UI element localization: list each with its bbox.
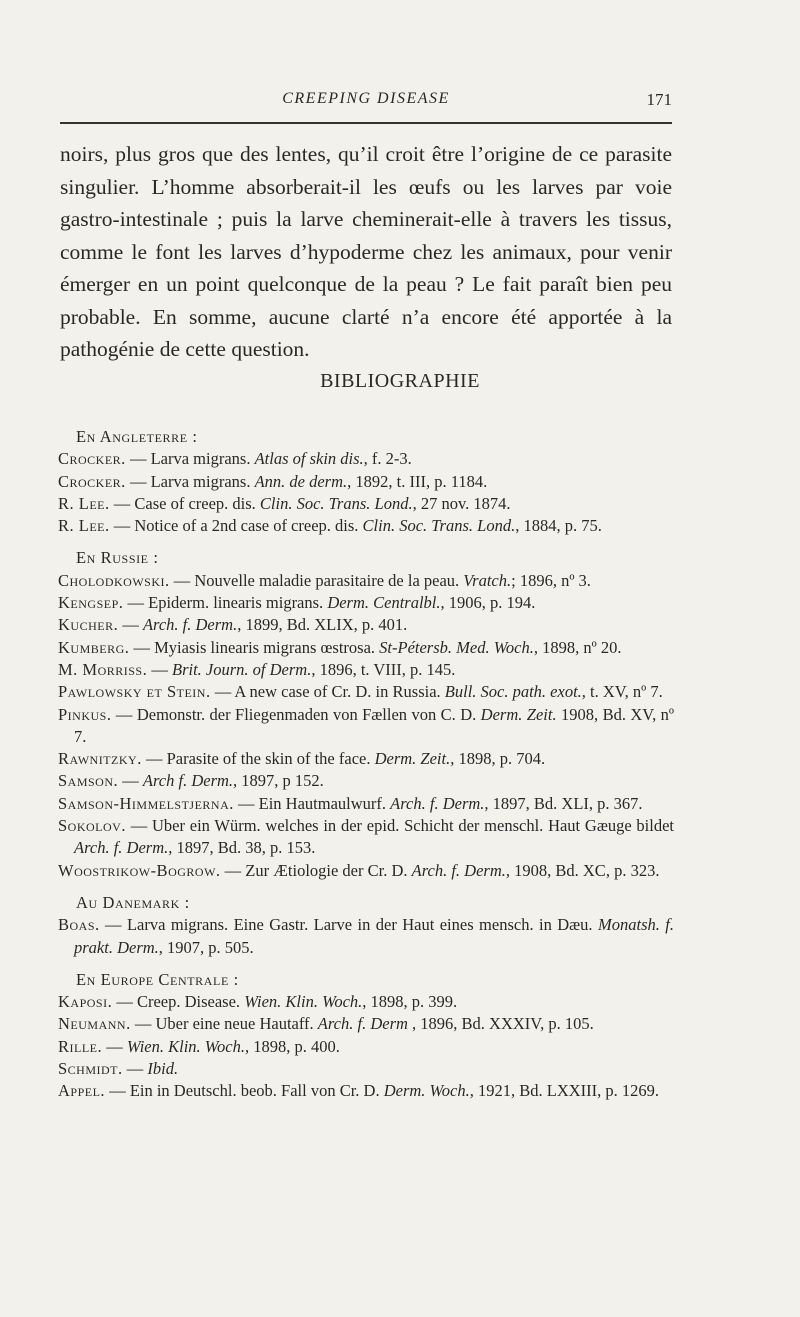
header-rule xyxy=(60,122,672,124)
entry-reference: Arch. f. Derm xyxy=(317,1014,408,1034)
entry-details: , 1898, p. 704. xyxy=(450,749,546,769)
entry-text: — Ein Hautmaulwurf. xyxy=(233,793,391,813)
bibliography-entry xyxy=(58,793,674,815)
bibliography-entry xyxy=(58,815,674,860)
entry-text: — A new case of Cr. D. in Russia. xyxy=(210,682,445,702)
entry-author: Schmidt. xyxy=(58,1059,123,1079)
entry-reference: Arch f. Derm. xyxy=(142,771,234,791)
entry-text: — Nouvelle maladie parasitaire de la peau. xyxy=(169,570,464,590)
entry-text: — Ein in Deutschl. beob. Fall von Cr. D. xyxy=(105,1081,384,1101)
entry-author: R. Lee. xyxy=(58,516,110,536)
bibliography-entry xyxy=(58,1080,674,1102)
body-paragraph: noirs, plus gros que des lentes, qu’il croit être l’origine de ce parasite singulier. L’homme absorberait-il les œufs ou les larves par voie gastro-intestinale ; puis la larve cheminerait-elle à travers les tissus, comme le font les larves d’hypoderme chez les animaux, pour venir émerger en un point quelconque de la peau ? Le fait paraît bien peu probable. En somme, aucune clarté n’a encore été apportée à la pathogénie de cette question. xyxy=(60,142,672,361)
entry-text: — xyxy=(118,771,143,791)
entry-author: Neumann. xyxy=(58,1014,131,1034)
entry-text: — xyxy=(122,1059,148,1079)
entry-reference: Arch. f. Derm. xyxy=(74,838,169,858)
entry-details: , 1898, p. 400. xyxy=(244,1036,340,1056)
entry-author: Boas. xyxy=(58,915,100,935)
entry-reference: Arch. f. Derm. xyxy=(411,860,506,880)
bibliography-entry xyxy=(58,681,674,703)
entry-text: — xyxy=(147,659,172,679)
bibliography-entry xyxy=(58,448,674,470)
entry-reference: Arch. f. Derm. xyxy=(390,793,485,813)
bibliography-entry xyxy=(58,659,674,681)
entry-details: , 1884, p. 75. xyxy=(515,516,602,536)
bibliography-group-heading: En Europe Centrale : xyxy=(76,969,239,989)
entry-author: R. Lee. xyxy=(58,493,110,513)
bibliography-entry xyxy=(58,1013,674,1035)
entry-details: , f. 2-3. xyxy=(363,449,412,469)
entry-reference: Brit. Journ. of Derm. xyxy=(172,659,312,679)
entry-author: Cholodkowski. xyxy=(58,570,170,590)
entry-author: Appel. xyxy=(58,1081,106,1101)
bibliography-entry xyxy=(58,748,674,770)
entry-details: , 27 nov. 1874. xyxy=(412,493,511,513)
bibliography-list xyxy=(58,426,674,1103)
bibliography-group-heading: En Russie : xyxy=(76,548,159,568)
entry-text: — Notice of a 2nd case of creep. dis. xyxy=(109,516,363,536)
entry-details: 1908, Bd. XV, nº 7. xyxy=(74,704,674,746)
entry-text: — Creep. Disease. xyxy=(112,992,245,1012)
entry-author: Kucher. xyxy=(58,615,119,635)
bibliography-entry xyxy=(58,1058,674,1080)
entry-text: — Uber eine neue Hautaff. xyxy=(130,1014,318,1034)
entry-reference: Ibid. xyxy=(147,1059,179,1079)
entry-details: , 1898, p. 399. xyxy=(362,992,458,1012)
entry-text: — xyxy=(118,615,143,635)
entry-reference: Derm. Zeit. xyxy=(374,749,451,769)
bibliography-entry xyxy=(58,860,674,882)
entry-details: , 1899, Bd. XLIX, p. 401. xyxy=(237,615,408,635)
entry-author: Kumberg. xyxy=(58,637,130,657)
entry-details: , t. XV, nº 7. xyxy=(581,682,663,702)
entry-author: Rille. xyxy=(58,1036,103,1056)
bibliography-heading: BIBLIOGRAPHIE xyxy=(320,370,480,392)
entry-details: ; 1896, nº 3. xyxy=(511,570,591,590)
entry-text: — Larva migrans. xyxy=(125,449,255,469)
entry-reference: Ann. de derm. xyxy=(254,471,348,491)
entry-reference: Monatsh. f. prakt. Derm. xyxy=(74,915,674,957)
entry-author: Pawlowsky et Stein. xyxy=(58,682,211,702)
entry-text: — Demonstr. der Fliegenmaden von Fællen von C. D. xyxy=(111,704,481,724)
entry-text: — Uber ein Würm. welches in der epid. Schicht der menschl. Haut Gæuge bildet xyxy=(125,816,674,836)
bibliography-entry xyxy=(58,1036,674,1058)
entry-details: , 1908, Bd. XC, p. 323. xyxy=(505,860,660,880)
entry-details: , 1896, Bd. XXXIV, p. 105. xyxy=(407,1014,594,1034)
entry-reference: St-Pétersb. Med. Woch. xyxy=(379,637,534,657)
entry-details: , 1897, p 152. xyxy=(233,771,324,791)
entry-reference: Bull. Soc. path. exot. xyxy=(444,682,582,702)
entry-details: , 1896, t. VIII, p. 145. xyxy=(311,659,456,679)
entry-author: Crocker. xyxy=(58,449,126,469)
entry-text: — Zur Ætiologie der Cr. D. xyxy=(220,860,412,880)
bibliography-entry xyxy=(58,471,674,493)
entry-author: Kengsep. xyxy=(58,593,124,613)
entry-reference: Derm. Zeit. xyxy=(480,704,557,724)
bibliography-entry xyxy=(58,515,674,537)
entry-reference: Wien. Klin. Woch. xyxy=(126,1036,245,1056)
entry-details: , 1892, t. III, p. 1184. xyxy=(347,471,488,491)
entry-author: Sokolov. xyxy=(58,816,126,836)
entry-reference: Arch. f. Derm. xyxy=(142,615,238,635)
entry-details: , 1898, nº 20. xyxy=(533,637,622,657)
entry-reference: Clin. Soc. Trans. Lond. xyxy=(259,493,413,513)
entry-text: — Case of creep. dis. xyxy=(109,493,260,513)
entry-details: , 1897, Bd. XLI, p. 367. xyxy=(484,793,643,813)
entry-text: — Epiderm. linearis migrans. xyxy=(123,593,328,613)
bibliography-group-heading: Au Danemark : xyxy=(76,892,190,912)
entry-text: — Larva migrans. Eine Gastr. Larve in der Haut eines mensch. in Dæu. xyxy=(99,915,598,935)
entry-details: , 1906, p. 194. xyxy=(440,593,536,613)
bibliography-entry xyxy=(58,592,674,614)
entry-author: Samson. xyxy=(58,771,119,791)
entry-text: — Larva migrans. xyxy=(125,471,255,491)
entry-reference: Derm. Woch. xyxy=(383,1081,470,1101)
running-title: CREEPING DISEASE xyxy=(282,90,450,107)
page-number: 171 xyxy=(646,90,672,109)
bibliography-entry xyxy=(58,991,674,1013)
entry-text: — xyxy=(102,1036,127,1056)
entry-author: Pinkus. xyxy=(58,704,112,724)
entry-author: Crocker. xyxy=(58,471,126,491)
entry-reference: Atlas of skin dis. xyxy=(254,449,364,469)
entry-details: , 1907, p. 505. xyxy=(158,937,254,957)
entry-details: , 1897, Bd. 38, p. 153. xyxy=(168,838,316,858)
entry-author: M. Morriss. xyxy=(58,659,148,679)
bibliography-entry xyxy=(58,914,674,959)
entry-reference: Wien. Klin. Woch. xyxy=(244,992,363,1012)
entry-text: — Parasite of the skin of the face. xyxy=(141,749,375,769)
entry-author: Samson-Himmelstjerna. xyxy=(58,793,234,813)
bibliography-entry xyxy=(58,614,674,636)
page-header xyxy=(60,88,672,118)
entry-author: Kaposi. xyxy=(58,992,113,1012)
bibliography-entry xyxy=(58,570,674,592)
entry-reference: Vratch. xyxy=(463,570,512,590)
entry-author: Woostrikow-Bogrow. xyxy=(58,860,221,880)
bibliography-group-heading: En Angleterre : xyxy=(76,427,198,446)
entry-text: — Myiasis linearis migrans œstrosa. xyxy=(129,637,380,657)
bibliography-entry xyxy=(58,637,674,659)
entry-details: , 1921, Bd. LXXIII, p. 1269. xyxy=(469,1081,660,1101)
bibliography-entry xyxy=(58,770,674,792)
entry-author: Rawnitzky. xyxy=(58,749,142,769)
bibliography-entry xyxy=(58,493,674,515)
bibliography-entry xyxy=(58,704,674,749)
entry-reference: Derm. Centralbl. xyxy=(327,593,441,613)
entry-reference: Clin. Soc. Trans. Lond. xyxy=(362,516,516,536)
